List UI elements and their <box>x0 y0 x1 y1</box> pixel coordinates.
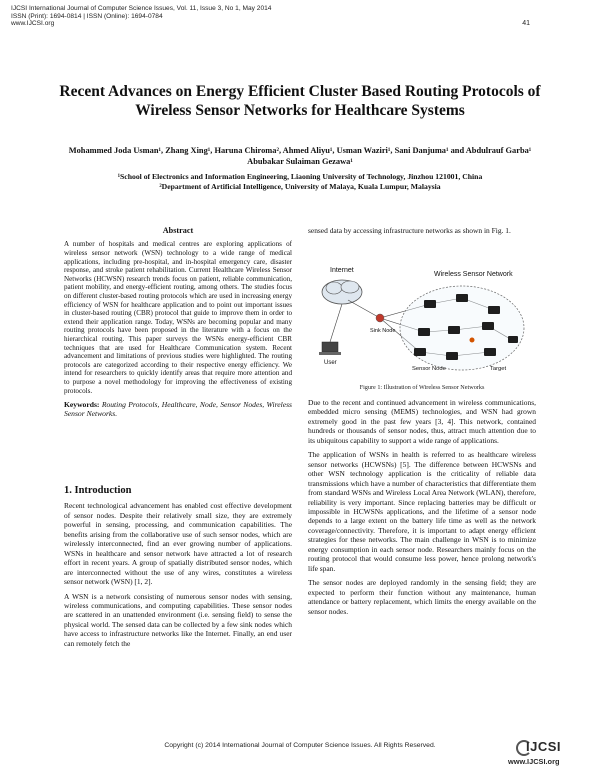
intro-paragraph-1: Recent technological advancement has enabled cost effective development of sensor nodes. Despite their relatively small size, they are extremely powerful in sensing, processing, and communication capabilities. The benefits arising from the collaborative use of such sensor nodes, which are wirelessly interconnected, find an ever growing number of applications. WSNs in healthcare and sensor network have attracted a lot of research effort in recent years. A group of spatially distributed sensor nodes, which are interconnected without the use of any wires, constitutes a wireless sensor network (WSN) [1, 2]. <box>64 501 292 587</box>
journal-header <box>11 5 271 28</box>
right-paragraph-1: Due to the recent and continued advancement in wireless communications, embedded micro sensing (MEMS) technologies, and WSN had grown extremely good in the past few years [3, 4]. This network, contained hundreds or thousands of sensor nodes, thus, attract much attention due to its ubiquitous capability to support a wide range of applications. <box>308 398 536 445</box>
sensor-node-icon <box>418 328 430 336</box>
logo-text: IJCSI <box>526 739 562 754</box>
sensor-node-icon <box>414 348 426 356</box>
introduction-section <box>64 486 292 653</box>
sensor-node-icon <box>482 322 494 330</box>
user-label: User <box>324 360 337 366</box>
authors-line-1: Mohammed Joda Usman¹, Zhang Xing¹, Haruna Chiroma², Ahmed Aliyu¹, Usman Waziri¹, Sani Danjuma¹ and Abdulrauf Garba¹ <box>68 146 532 155</box>
abstract-heading: Abstract <box>162 226 194 235</box>
right-paragraph-2: The application of WSNs in health is referred to as healthcare wireless sensor networks (HCWSNs) [5]. The difference between HCWSNs and other WSN technology application is the criticality of reliable data transmissions which have a number of characteristics that differentiate them from standard WSNs and Wireless Local Area Network (WLAN), therefore, reliability is very important. Since replacing batteries may be difficult or impossible in HCWSNs applications, and the lifetime of a sensor node depends to a large extent on the battery life time as well as the network coverage/connectivity. Therefore, it is important to adapt energy efficient strategies for these networks. The main challenge in WSN is to minimize energy consumption in each sensor node. Researchers mainly focus on the routing protocol that would consume less power, hence prolong network's life span. <box>308 450 536 573</box>
authors-line-2: Abubakar Sulaiman Gezawa¹ <box>247 156 353 166</box>
sensor-node-icon <box>484 348 496 356</box>
right-paragraph-0: sensed data by accessing infrastructure networks as shown in Fig. 1. <box>308 226 511 235</box>
introduction-heading: 1. Introduction <box>64 485 132 496</box>
keywords-label: Keywords: <box>64 400 100 410</box>
sensor-node-icon <box>508 336 518 343</box>
journal-name: IJCSI International Journal of Computer Science Issues, Vol. 11, Issue 3, No 1, May 2014 <box>11 5 272 12</box>
sensor-node-icon <box>488 306 500 314</box>
left-column <box>64 226 292 419</box>
internet-cloud-icon <box>322 280 362 304</box>
affiliation-2: ²Department of Artificial Intelligence, University of Malaya, Kuala Lumpur, Malaysia <box>159 182 441 191</box>
figure-caption: Figure 1: Illustration of Wireless Sensor Networks <box>359 384 485 391</box>
sensor-node-label: Sensor Node <box>412 366 446 372</box>
affiliations <box>40 172 560 192</box>
copyright-footer: Copyright (c) 2014 International Journal of Computer Science Issues. All Rights Reserved. <box>164 742 436 749</box>
right-column-top <box>308 226 536 240</box>
right-paragraph-3: The sensor nodes are deployed randomly in the sensing field; they are expected to perform their function without any maintenance, human attendance or battery replacement, which limits the energy available on the sensor nodes. <box>308 578 536 616</box>
target-marker-icon <box>470 338 475 343</box>
keywords-list: Routing Protocols, Healthcare, Node, Sensor Nodes, Wireless Sensor Networks. <box>64 400 292 419</box>
internet-label: Internet <box>330 267 354 274</box>
abstract-text: A number of hospitals and medical centres are exploring applications of wireless sensor network (WSN) technology to a wide range of medical applications, including pre-hospital, and in-hospital emergency care, disaster response, and stroke patient rehabilitation. Current Healthcare Wireless Sensor Networks (HCWSN) research trends focus on patient, reliable communication, patient mobility, and energy-efficient routing, among others. The studies focus on different cluster-based routing protocols which are used in increasing energy efficiency of WSN for healthcare application and to point out important issues in cluster-based routing (CBR) protocol that guide to improve them in order to extend their application range. Today, WSNs are becoming popular and many routing protocols have been proposed in the literature with a focus on the hierarchical routing. This paper surveys the WSNs energy-efficient CBR techniques that are used for Healthcare Communication system. Recent advancement and limitations of previous studies were highlighted. The routing protocols are categorized according to their respective energy efficiency. We intend for researchers to quickly identify areas that require more attention and to purpose a novel methodology for improving the effectiveness of existing protocols. <box>64 240 292 395</box>
sink-node-icon <box>376 314 384 322</box>
target-label: Target <box>490 366 507 372</box>
sensor-node-icon <box>456 294 468 302</box>
right-column-bottom <box>308 398 536 621</box>
sensor-node-icon <box>448 326 460 334</box>
paper-title: Recent Advances on Energy Efficient Cluster Based Routing Protocols of Wireless Sensor Networks for Healthcare Systems <box>59 83 541 119</box>
wsn-label: Wireless Sensor Network <box>434 271 513 278</box>
keywords <box>64 400 292 418</box>
wsn-illustration-figure <box>312 260 532 378</box>
author-list <box>40 146 560 167</box>
intro-paragraph-2: A WSN is a network consisting of numerous sensor nodes with sensing, wireless communications, and computing capabilities. These sensor nodes are scattered in an unattended environment (i.e. sensing field) to sense the physical world. The sensed data can be collected by a few sink nodes which have access to infrastructure networks like the Internet. Finally, an end user can remotely fetch the <box>64 591 292 648</box>
issn-line: ISSN (Print): 1694-0814 | ISSN (Online): 1694-0784 <box>11 12 163 20</box>
page-number: 41 <box>522 20 530 27</box>
sensor-node-icon <box>424 300 436 308</box>
journal-website: www.IJCSI.org <box>11 20 55 28</box>
sink-node-label: Sink Node <box>370 328 396 334</box>
user-laptop-icon <box>319 342 341 355</box>
journal-logo <box>508 738 570 770</box>
logo-website: www.IJCSI.org <box>508 757 560 766</box>
sensor-node-icon <box>446 352 458 360</box>
affiliation-1: ¹School of Electronics and Information Engineering, Liaoning University of Technology, Jinzhou 121001, China <box>117 172 483 181</box>
